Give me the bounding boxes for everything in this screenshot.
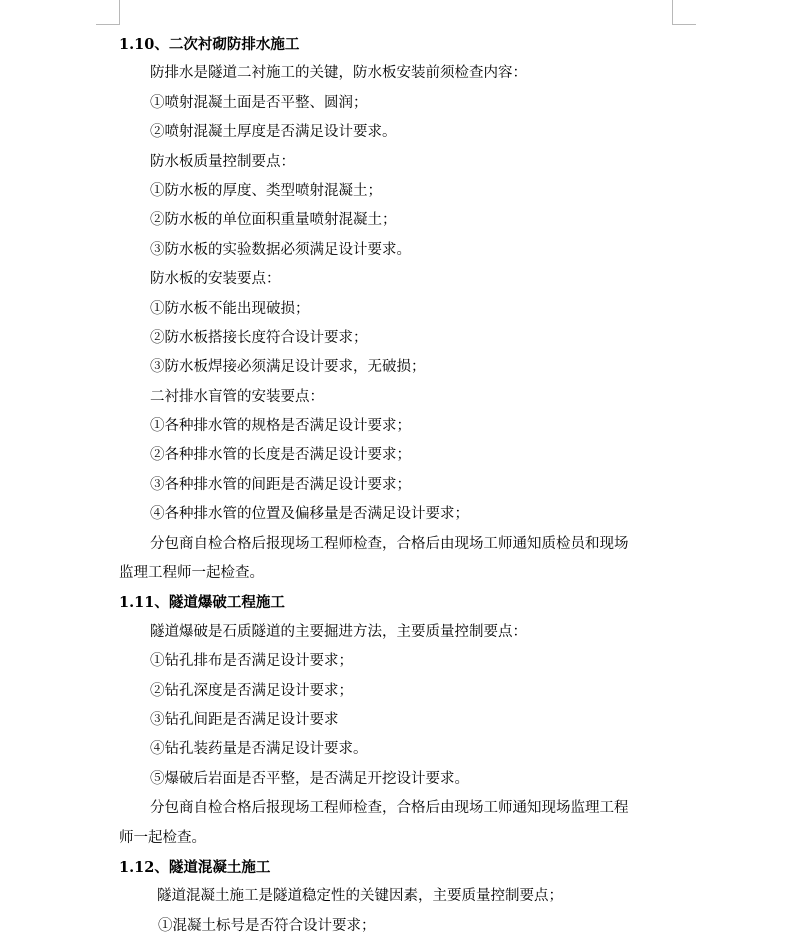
list-item: ①喷射混凝土面是否平整、圆润；: [150, 94, 368, 111]
list-item: ①混凝土标号是否符合设计要求；: [158, 917, 376, 934]
list-item: ④钻孔装药量是否满足设计要求。: [150, 741, 368, 758]
list-item: ②防水板的单位面积重量喷射混凝土；: [150, 212, 397, 229]
paragraph-line: 分包商自检合格后报现场工程师检查，合格后由现场工师通知现场监理工程: [150, 800, 629, 817]
list-item: ③防水板焊接必须满足设计要求，无破损；: [150, 359, 426, 376]
document-body: [119, 30, 675, 941]
section-heading: 1.12、隧道混凝土施工: [119, 858, 271, 876]
subheading: 二衬排水盲管的安装要点：: [150, 388, 324, 405]
body-line: 隧道混凝土施工是隧道稳定性的关键因素，主要质量控制要点；: [157, 888, 563, 905]
paragraph-line: 师一起检查。: [119, 829, 206, 846]
body-line: 防排水是隧道二衬施工的关键，防水板安装前须检查内容：: [150, 65, 527, 82]
list-item: ②防水板搭接长度符合设计要求；: [150, 329, 368, 346]
subheading: 防水板质量控制要点：: [150, 153, 295, 170]
list-item: ④各种排水管的位置及偏移量是否满足设计要求；: [150, 506, 469, 523]
section-heading: 1.11、隧道爆破工程施工: [119, 594, 285, 612]
list-item: ③防水板的实验数据必须满足设计要求。: [150, 241, 411, 258]
list-item: ②喷射混凝土厚度是否满足设计要求。: [150, 124, 397, 141]
list-item: ①防水板不能出现破损；: [150, 300, 310, 317]
paragraph-line: 监理工程师一起检查。: [119, 565, 264, 582]
list-item: ③各种排水管的间距是否满足设计要求；: [150, 476, 411, 493]
list-item: ②各种排水管的长度是否满足设计要求；: [150, 447, 411, 464]
list-item: ③钻孔间距是否满足设计要求: [150, 711, 339, 728]
subheading: 防水板的安装要点：: [150, 271, 281, 288]
crop-mark: [96, 24, 120, 25]
list-item: ⑤爆破后岩面是否平整，是否满足开挖设计要求。: [150, 770, 469, 787]
list-item: ①防水板的厚度、类型喷射混凝土；: [150, 182, 382, 199]
list-item: ①各种排水管的规格是否满足设计要求；: [150, 418, 411, 435]
section-heading: 1.10、二次衬砌防排水施工: [119, 36, 300, 53]
body-line: 隧道爆破是石质隧道的主要掘进方法，主要质量控制要点：: [150, 623, 527, 640]
crop-mark: [119, 0, 120, 24]
crop-mark: [672, 24, 696, 25]
paragraph-line: 分包商自检合格后报现场工程师检查，合格后由现场工师通知质检员和现场: [150, 535, 629, 552]
list-item: ①钻孔排布是否满足设计要求；: [150, 653, 353, 670]
list-item: ②钻孔深度是否满足设计要求；: [150, 682, 353, 699]
crop-mark: [672, 0, 673, 24]
